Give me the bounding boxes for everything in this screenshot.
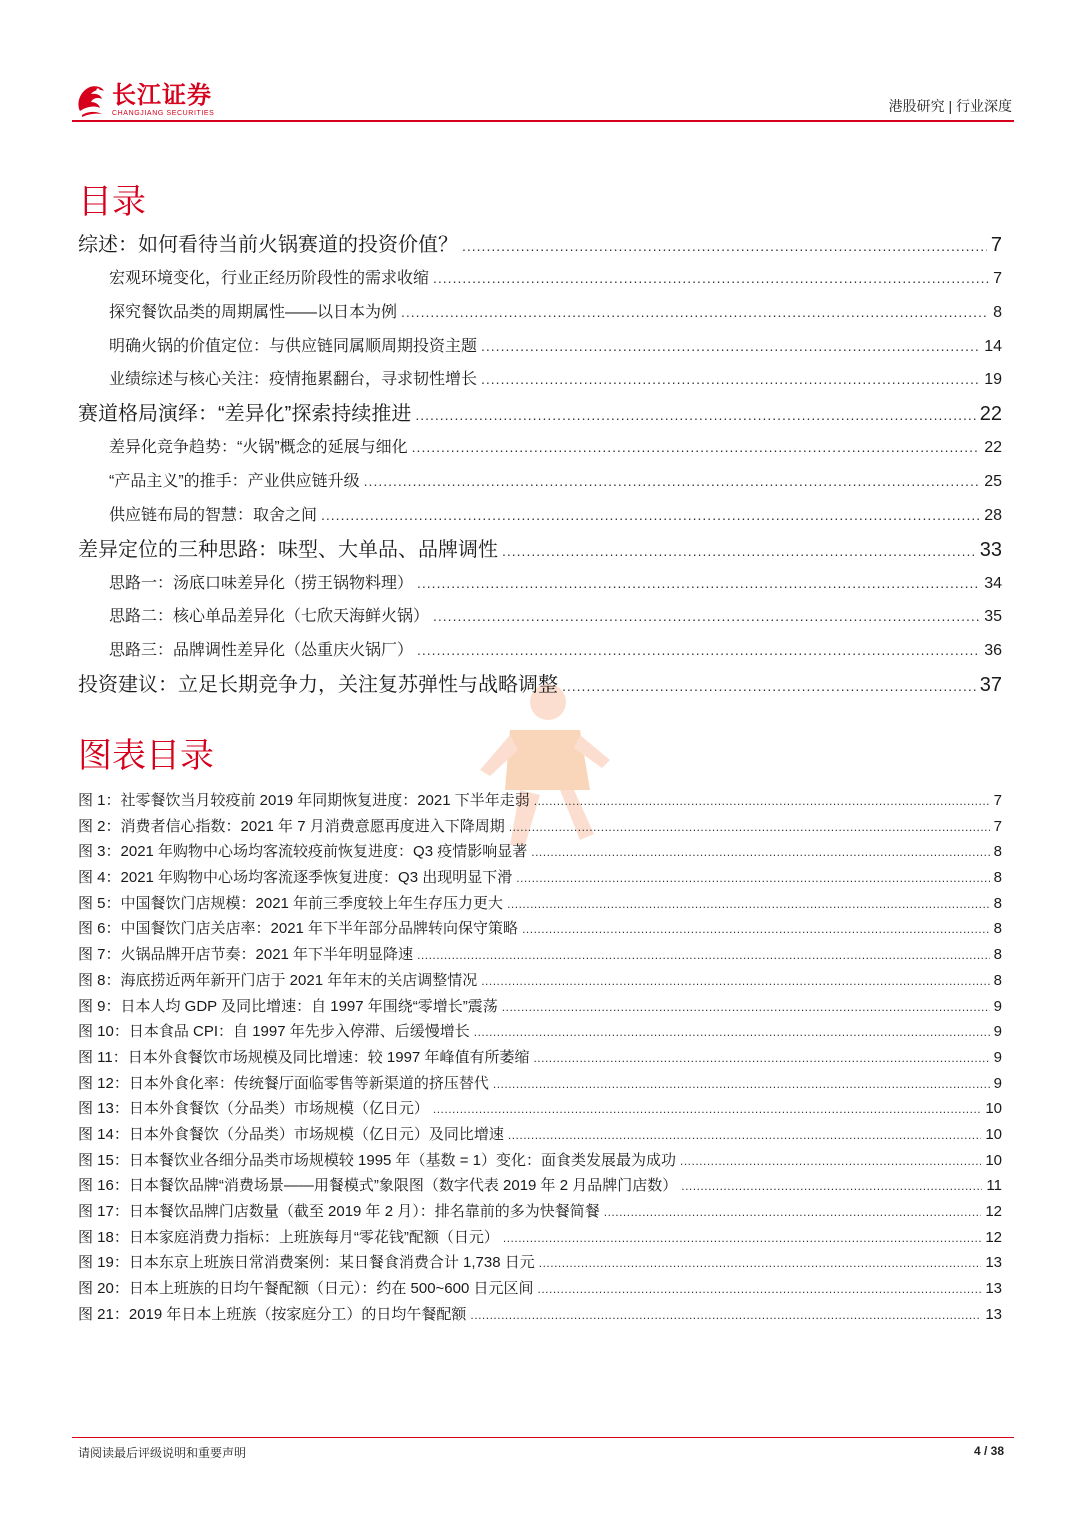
dot-leader — [534, 788, 990, 815]
entry-title: 图 3：2021 年购物中心场均客流较疫前恢复进度：Q3 疫情影响显著 — [78, 843, 528, 861]
figure-index-entry[interactable] — [78, 891, 1002, 917]
dot-leader — [533, 1045, 989, 1072]
entry-title: 图 20：日本上班族的日均午餐配额（日元）：约在 500~600 日元区间 — [78, 1280, 534, 1298]
figure-index-entry[interactable] — [78, 968, 1002, 994]
figure-index-entry[interactable] — [78, 1276, 1002, 1302]
dot-leader — [364, 465, 981, 499]
figure-index-entry[interactable] — [78, 942, 1002, 968]
entry-title: 探究餐饮品类的周期属性——以日本为例 — [109, 303, 398, 321]
brand-name-en: CHANGJIANG SECURITIES — [112, 109, 215, 117]
entry-title: 思路一：汤底口味差异化（捞王锅物料理） — [109, 574, 414, 592]
figure-index-list — [78, 788, 1002, 1327]
dot-leader — [470, 1302, 981, 1329]
entry-page-number: 8 — [993, 869, 1002, 887]
dot-leader — [401, 296, 989, 330]
entry-title: 图 6：中国餐饮门店关店率：2021 年下半年部分品牌转向保守策略 — [78, 920, 519, 938]
entry-title: 业绩综述与核心关注：疫情拖累翻台，寻求韧性增长 — [109, 371, 478, 389]
entry-page-number: 7 — [993, 817, 1002, 835]
footer-disclaimer: 请阅读最后评级说明和重要声明 — [78, 1446, 247, 1460]
dot-leader — [493, 1071, 990, 1098]
dot-leader — [502, 533, 976, 568]
entry-page-number: 13 — [985, 1305, 1002, 1323]
entry-title: 图 11：日本外食餐饮市场规模及同比增速：较 1997 年峰值有所萎缩 — [78, 1048, 530, 1066]
entry-page-number: 7 — [990, 234, 1002, 256]
entry-title: 图 8：海底捞近两年新开门店于 2021 年年末的关店调整情况 — [78, 971, 478, 989]
figure-index-entry[interactable] — [78, 1045, 1002, 1071]
figure-index-entry[interactable] — [78, 916, 1002, 942]
entry-page-number: 10 — [985, 1151, 1002, 1169]
toc-chapter-entry[interactable] — [78, 228, 1002, 262]
footer-divider — [72, 1437, 1014, 1438]
dragon-logo-icon — [74, 81, 108, 119]
dot-leader — [433, 262, 989, 296]
entry-page-number: 8 — [993, 920, 1002, 938]
entry-title: 图 13：日本外食餐饮（分品类）市场规模（亿日元） — [78, 1100, 429, 1118]
entry-page-number: 14 — [984, 337, 1002, 355]
dot-leader — [604, 1199, 982, 1226]
entry-title: 差异化竞争趋势：“火锅”概念的延展与细化 — [109, 439, 408, 457]
brand-logo — [74, 78, 214, 122]
dot-leader — [433, 1096, 981, 1123]
dot-leader — [531, 839, 989, 866]
dot-leader — [562, 668, 976, 703]
figure-index-entry[interactable] — [78, 788, 1002, 814]
figure-index-entry[interactable] — [78, 1302, 1002, 1328]
dot-leader — [412, 431, 981, 465]
toc-section-entry[interactable] — [78, 431, 1002, 465]
entry-title: 投资建议：立足长期竞争力，关注复苏弹性与战略调整 — [78, 673, 558, 696]
dot-leader — [508, 1122, 981, 1149]
dot-leader — [502, 994, 990, 1021]
entry-title: 图 16：日本餐饮品牌“消费场景——用餐模式”象限图（数字代表 2019 年 2 月品牌门店数） — [78, 1177, 678, 1195]
entry-page-number: 22 — [984, 439, 1002, 457]
figure-index-entry[interactable] — [78, 839, 1002, 865]
entry-title: 图 7：火锅品牌开店节奏：2021 年下半年明显降速 — [78, 946, 414, 964]
toc-title: 目录 — [78, 183, 146, 221]
entry-title: 宏观环境变化，行业正经历阶段性的需求收缩 — [109, 270, 430, 287]
dot-leader — [681, 1173, 982, 1200]
dot-leader — [462, 228, 987, 263]
dot-leader — [417, 942, 990, 969]
dot-leader — [539, 1250, 982, 1277]
dot-leader — [481, 968, 989, 995]
toc-section-entry[interactable] — [78, 600, 1002, 634]
entry-title: 思路二：核心单品差异化（七欣天海鲜火锅） — [109, 608, 430, 626]
entry-page-number: 35 — [984, 608, 1002, 626]
entry-page-number: 33 — [979, 538, 1002, 561]
entry-page-number: 22 — [979, 403, 1002, 426]
entry-title: 图 18：日本家庭消费力指标：上班族每月“零花钱”配额（日元） — [78, 1228, 499, 1246]
entry-page-number: 9 — [993, 997, 1002, 1015]
entry-page-number: 7 — [993, 792, 1002, 809]
dot-leader — [481, 363, 980, 397]
toc-section-entry[interactable] — [78, 567, 1002, 601]
entry-page-number: 36 — [984, 642, 1002, 660]
entry-page-number: 8 — [993, 946, 1002, 964]
figure-index-entry[interactable] — [78, 814, 1002, 840]
entry-title: 赛道格局演绎：“差异化”探索持续推进 — [78, 403, 412, 426]
entry-title: 图 4：2021 年购物中心场均客流逐季恢复进度：Q3 出现明显下滑 — [78, 869, 513, 887]
toc-section-entry[interactable] — [78, 296, 1002, 330]
entry-page-number: 8 — [993, 894, 1002, 912]
dot-leader — [321, 499, 980, 533]
dot-leader — [516, 865, 989, 892]
toc-section-entry[interactable] — [78, 499, 1002, 533]
entry-page-number: 10 — [985, 1125, 1002, 1143]
entry-page-number: 8 — [993, 843, 1002, 861]
entry-title: 图 2：消费者信心指数：2021 年 7 月消费意愿再度进入下降周期 — [78, 817, 505, 835]
page-indicator: 4 / 38 — [973, 1444, 1004, 1458]
figure-index-entry[interactable] — [78, 994, 1002, 1020]
entry-title: 图 19：日本东京上班族日常消费案例：某日餐食消费合计 1,738 日元 — [78, 1254, 535, 1272]
entry-title: 图 10：日本食品 CPI：自 1997 年先步入停滞、后缓慢增长 — [78, 1023, 470, 1041]
toc-chapter-entry[interactable] — [78, 668, 1002, 702]
dot-leader — [433, 600, 980, 634]
entry-page-number: 13 — [985, 1254, 1002, 1272]
figure-index-entry[interactable] — [78, 1096, 1002, 1122]
toc-section-entry[interactable] — [78, 262, 1002, 296]
entry-page-number: 37 — [979, 673, 1002, 696]
entry-title: 明确火锅的价值定位：与供应链同属顺周期投资主题 — [109, 337, 478, 355]
dot-leader — [522, 916, 990, 943]
entry-page-number: 9 — [993, 1074, 1002, 1092]
entry-page-number: 11 — [986, 1177, 1002, 1195]
dot-leader — [417, 567, 980, 601]
entry-page-number: 8 — [993, 303, 1002, 321]
entry-title: 图 12：日本外食化率：传统餐厅面临零售等新渠道的挤压替代 — [78, 1074, 489, 1092]
figure-index-entry[interactable] — [78, 1071, 1002, 1097]
entry-title: 图 5：中国餐饮门店规模：2021 年前三季度较上年生存压力更大 — [78, 894, 504, 912]
toc-list — [78, 228, 1002, 702]
entry-page-number: 12 — [985, 1203, 1002, 1220]
dot-leader — [474, 1019, 990, 1046]
dot-leader — [538, 1276, 982, 1303]
entry-page-number: 13 — [985, 1280, 1002, 1298]
entry-title: 图 14：日本外食餐饮（分品类）市场规模（亿日元）及同比增速 — [78, 1125, 504, 1143]
dot-leader — [415, 397, 975, 432]
entry-title: 图 17：日本餐饮品牌门店数量（截至 2019 年 2 月）：排名靠前的多为快餐简餐 — [78, 1203, 600, 1220]
entry-page-number: 10 — [985, 1100, 1002, 1118]
report-category: 港股研究 | 行业深度 — [888, 98, 1012, 114]
figure-index-entry[interactable] — [78, 1173, 1002, 1199]
toc-section-entry[interactable] — [78, 363, 1002, 397]
entry-title: 图 1：社零餐饮当月较疫前 2019 年同期恢复进度：2021 下半年走弱 — [78, 792, 530, 809]
figure-index-entry[interactable] — [78, 1019, 1002, 1045]
entry-title: 差异定位的三种思路：味型、大单品、品牌调性 — [78, 538, 498, 561]
entry-title: 供应链布局的智慧：取舍之间 — [109, 506, 318, 524]
entry-title: “产品主义”的推手：产业供应链升级 — [109, 472, 360, 490]
entry-page-number: 25 — [984, 472, 1002, 490]
dot-leader — [680, 1148, 981, 1175]
figure-index-entry[interactable] — [78, 1148, 1002, 1174]
entry-page-number: 19 — [984, 371, 1002, 389]
dot-leader — [503, 1225, 981, 1252]
dot-leader — [417, 634, 980, 668]
figure-index-entry[interactable] — [78, 1199, 1002, 1225]
figure-index-entry[interactable] — [78, 1225, 1002, 1251]
figure-index-entry[interactable] — [78, 1122, 1002, 1148]
entry-page-number: 8 — [993, 971, 1002, 989]
figure-index-title: 图表目录 — [78, 737, 214, 775]
entry-title: 综述：如何看待当前火锅赛道的投资价值？ — [78, 234, 458, 256]
entry-title: 图 9：日本人均 GDP 及同比增速：自 1997 年围绕“零增长”震荡 — [78, 997, 498, 1015]
brand-name-cn: 长江证券 — [112, 81, 212, 109]
toc-chapter-entry[interactable] — [78, 397, 1002, 431]
entry-title: 思路三：品牌调性差异化（怂重庆火锅厂） — [109, 642, 414, 660]
entry-page-number: 9 — [993, 1048, 1002, 1066]
dot-leader — [507, 891, 990, 918]
dot-leader — [509, 814, 990, 841]
entry-page-number: 12 — [985, 1228, 1002, 1246]
toc-chapter-entry[interactable] — [78, 533, 1002, 567]
toc-section-entry[interactable] — [78, 465, 1002, 499]
entry-page-number: 34 — [984, 574, 1002, 592]
figure-index-entry[interactable] — [78, 1250, 1002, 1276]
toc-section-entry[interactable] — [78, 330, 1002, 364]
dot-leader — [481, 330, 980, 364]
entry-page-number: 7 — [993, 270, 1002, 287]
header-divider — [72, 120, 1014, 122]
entry-page-number: 28 — [984, 506, 1002, 524]
entry-page-number: 9 — [993, 1023, 1002, 1041]
toc-section-entry[interactable] — [78, 634, 1002, 668]
entry-title: 图 21：2019 年日本上班族（按家庭分工）的日均午餐配额 — [78, 1305, 467, 1323]
entry-title: 图 15：日本餐饮业各细分品类市场规模较 1995 年（基数 = 1）变化：面食类发展最为成功 — [78, 1151, 676, 1169]
figure-index-entry[interactable] — [78, 865, 1002, 891]
